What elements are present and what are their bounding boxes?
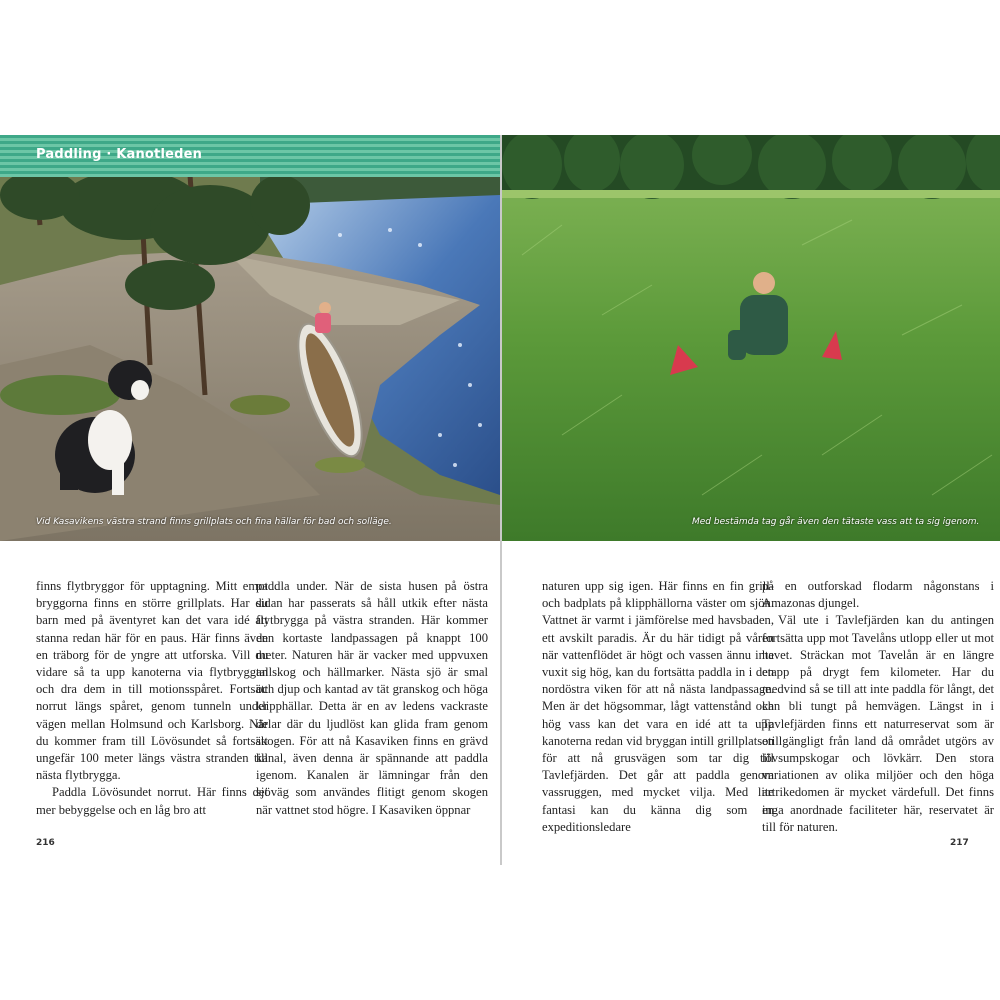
right-photo-caption: Med bestämda tag går även den tätaste vass att ta sig igenom. — [692, 517, 980, 527]
paragraph: finns flytbryggor för upptagning. Mitt emot bryggorna finns en större grillplats. Har du barn med på äventyret kan det vara idé att stanna redan här för en paus. Här finns även en träborg för de yngre att utforska. Vill du vidare så ta upp kanoterna via flytbryggan och dra dem in till motionsspåret. Fortsätt norrut längs spåret, genom tunneln under vägen mellan Holmsund och Karlsborg. När du kommer fram till Lövösundet så fortsätt ungefär 100 meter längs västra stranden till nästa flytbrygga. — [36, 579, 268, 783]
page-number-left: 216 — [36, 838, 55, 848]
paragraph: på en outforskad flodarm någonstans i Amazonas djungel. — [762, 579, 994, 611]
paragraph: paddla under. När de sista husen på östra sidan har passerats så håll utkik efter nästa flytbrygga på västra stranden. Här kommer den kortaste landpassagen på knappt 100 meter. Naturen här är vacker med uppvuxen tallskog och hällmarker. Nästa sjö är smal och djup och kantad av tät granskog och höga klipphällar. Detta är en av ledens vackraste delar där du ljudlöst kan glida fram genom skogen. För att nå Kasaviken finns en grävd kanal, även denna är spännande att paddla igenom. Kanalen är lämningar från den sjöväg som användes flitigt genom skogen när vattnet stod högre. I Kasaviken öppnar — [256, 579, 488, 817]
page-number-right: 217 — [950, 838, 969, 848]
left-photo-caption: Vid Kasavikens västra strand finns grillplats och fina hällar för bad och solläge. — [36, 517, 392, 527]
paragraph: Väl ute i Tavlefjärden kan du antingen fortsätta upp mot Tavelåns utlopp eller ut mot havet. Sträckan mot Tavelån är en längre etapp på drygt fem kilometer. Har du medvind så se till att inte paddla för långt, det kan bli tungt på hemvägen. Längst in i Tavlefjärden finns ett naturreservat som är otillgängligt från land då området utgörs av lövsumpskogar och lövkärr. Den stora variationen av olika miljöer och den höga artrikedomen är mycket värdefull. Det finns inga anordnade faciliteter här, reservatet är till för naturen. — [762, 613, 994, 834]
section-title: Paddling · Kanotleden — [36, 147, 203, 162]
text-column-3 — [542, 578, 774, 836]
paragraph: naturen upp sig igen. Här finns en fin grill- och badplats på klipphällorna väster om sjön. Vattnet är varmt i jämförelse med havsbaden, ett avskilt paradis. Är du här tidigt på våren när vattenflödet är högt och vassen ännu inte vuxit sig hög, kan du fortsätta paddla in i den nordöstra viken för att nå nästa landpassage. Men är det högsommar, lågt vattenstånd och hög vass kan det vara en idé att ta upp kanoterna redan vid bryggan intill grillplatsen för att nå grusvägen som tar dig till Tavlefjärden. Det går att paddla genom vassruggen, med mycket vilja. Med lite fantasi kan du känna dig som en expeditionsledare — [542, 579, 774, 834]
right-photo — [502, 135, 1000, 541]
text-column-1 — [36, 578, 268, 819]
left-photo — [0, 135, 500, 541]
reed-canoe-image — [502, 135, 1000, 541]
text-column-4 — [762, 578, 994, 836]
paragraph: Paddla Lövösundet norrut. Här finns det mer bebyggelse och en låg bro att — [36, 785, 268, 817]
lake-shore-dog-image — [0, 135, 500, 541]
section-header-band — [0, 135, 500, 177]
text-column-2 — [256, 578, 488, 819]
